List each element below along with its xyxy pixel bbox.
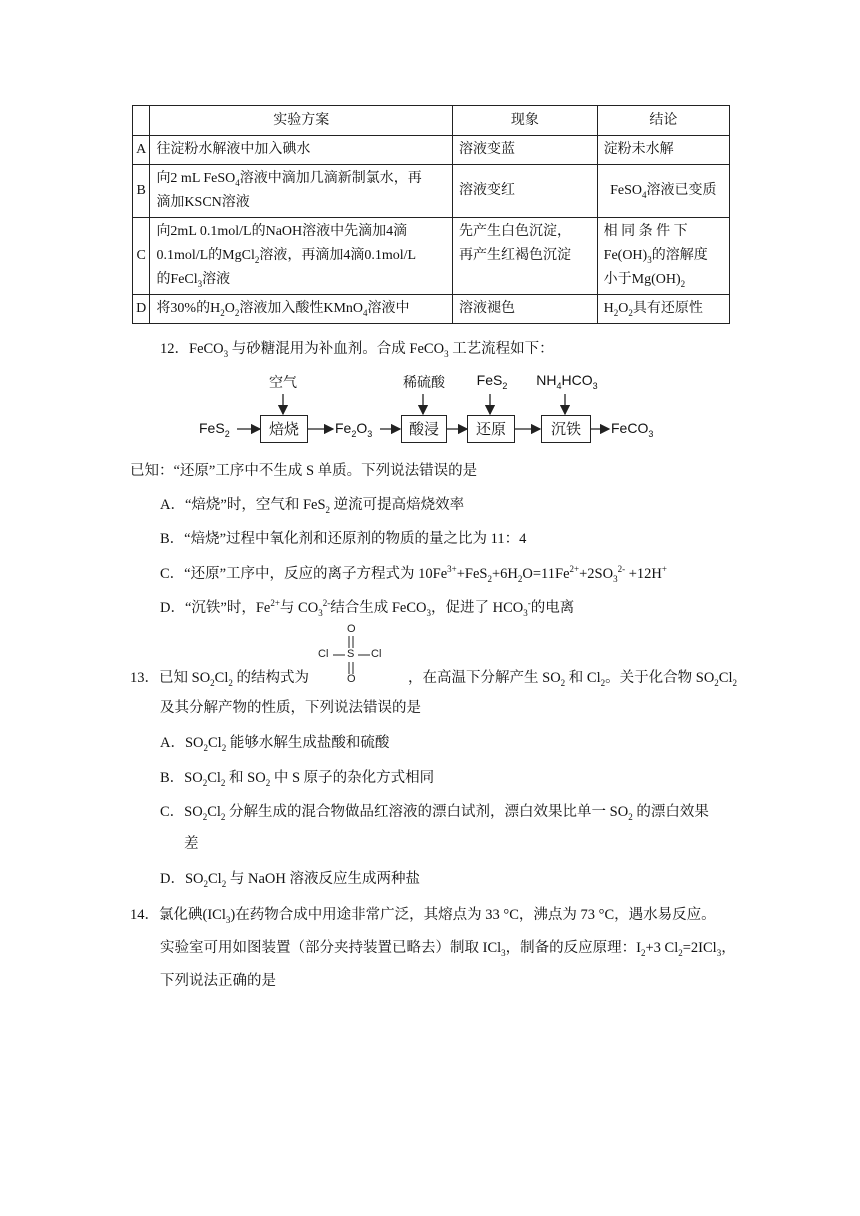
- atom-o-top: O: [347, 623, 356, 635]
- atom-cl-left: Cl: [318, 648, 329, 660]
- q14-line2: 实验室可用如图装置（部分夹持装置已略去）制取 ICl$_3$，制备的反应原理：$I_2+3$ $Cl_2=2ICl_3$，: [160, 940, 736, 958]
- header-empty-cell: [133, 106, 150, 136]
- row-conclusion: FeSO$_4$溶液已变质: [597, 165, 729, 218]
- q12-known: 已知：“还原”工序中不生成 S 单质。下列说法错误的是: [130, 463, 478, 479]
- flow-end-feco3: FeCO$_3$: [611, 420, 654, 439]
- q13-option-a: A．$SO_2Cl_2$ 能够水解生成盐酸和硫酸: [160, 735, 390, 753]
- q13-option-b: B．$SO_2Cl_2$ 和 $SO_2$ 中 S 原子的杂化方式相同: [160, 770, 435, 788]
- step-acid-leach: 酸浸: [401, 415, 447, 443]
- flow-start-fes2: FeS$_2$: [199, 420, 230, 439]
- table-row-c: [133, 218, 730, 295]
- q13-option-c: C．$SO_2Cl_2$ 分解生成的混合物做品红溶液的漂白试剂，漂白效果比单一 $SO_2$ 的漂白效果: [160, 804, 709, 822]
- row-conclusion: 相 同 条 件 下 $Fe(OH)_3$的溶解度 小于$Mg(OH)_2$: [597, 218, 729, 295]
- step-roast: 焙烧: [260, 415, 308, 443]
- reagent-air: 空气: [269, 375, 297, 391]
- reagent-dilute-sulfuric-acid: 稀硫酸: [403, 375, 445, 391]
- q14-line1: 14．氯化碘(ICl$_3$)在药物合成中用途非常广泛，其熔点为 33 °C，沸点为 73 °C，遇水易反应。: [130, 907, 716, 925]
- row-phenomenon: 溶液变蓝: [453, 136, 598, 165]
- header-conclusion: 结论: [597, 106, 729, 136]
- row-conclusion: $H_2O_2$具有还原性: [597, 295, 729, 324]
- q12-option-b: B．“焙烧”过程中氧化剂和还原剂的物质的量之比为 11：4: [160, 531, 527, 547]
- atom-o-bottom: O: [347, 673, 356, 685]
- table-header-row: [133, 106, 730, 136]
- row-plan: 向2 mL FeSO$_4$溶液中滴加几滴新制氯水，再 滴加KSCN溶液: [150, 165, 453, 218]
- header-plan: 实验方案: [150, 106, 453, 136]
- row-label: D: [133, 295, 150, 324]
- q13-option-d: D．$SO_2Cl_2$ 与 NaOH 溶液反应生成两种盐: [160, 871, 420, 889]
- row-phenomenon: 先产生白色沉淀， 再产生红褐色沉淀: [453, 218, 598, 295]
- experiment-table: [132, 105, 730, 324]
- atom-cl-right: Cl: [371, 648, 382, 660]
- row-plan: 往淀粉水解液中加入碘水: [150, 136, 453, 165]
- step-precipitate-iron: 沉铁: [541, 415, 591, 443]
- reagent-nh4hco3: $NH_4HCO_3$: [536, 372, 598, 391]
- q13-stem-line2: 及其分解产物的性质，下列说法错误的是: [160, 700, 421, 716]
- row-phenomenon: 溶液褪色: [453, 295, 598, 324]
- q13-option-c-line2: 差: [184, 836, 199, 852]
- table-row-b: [133, 165, 730, 218]
- q13-stem-part1: 13．已知 $SO_2Cl_2$ 的结构式为: [130, 670, 309, 688]
- reagent-fes2: FeS$_2$: [476, 372, 508, 391]
- q14-line3: 下列说法正确的是: [160, 973, 276, 989]
- atom-s: S: [347, 648, 355, 660]
- table-row-d: [133, 295, 730, 324]
- row-label: C: [133, 218, 150, 295]
- row-phenomenon: 溶液变红: [453, 165, 598, 218]
- q13-stem-part2: ，在高温下分解产生 $SO_2$ 和 $Cl_2$。关于化合物 $SO_2Cl_2$: [408, 670, 737, 688]
- q12-stem: 12．FeCO$_3$ 与砂糖混用为补血剂。合成 FeCO$_3$ 工艺流程如下：: [160, 341, 554, 359]
- flow-fe2o3: $Fe_2O_3$: [335, 420, 373, 439]
- q12-option-c: C．“还原”工序中，反应的离子方程式为 $10Fe^{3+}+FeS_2+6H_2O=11Fe^{2+}+2SO_3^{2-} +12H^+$: [160, 564, 667, 584]
- row-conclusion: 淀粉未水解: [597, 136, 729, 165]
- q12-option-d: D．“沉铁”时，$Fe^{2+}$与 $CO_3^{2-}$结合生成 FeCO$_3$，促进了 $HCO_3^-$的电离: [160, 598, 575, 618]
- step-reduce: 还原: [467, 415, 515, 443]
- row-plan: 将30%的$H_2O_2$溶液加入酸性KMnO$_4$溶液中: [150, 295, 453, 324]
- q12-option-a: A．“焙烧”时，空气和 FeS$_2$ 逆流可提高焙烧效率: [160, 497, 465, 515]
- row-plan: 向2mL 0.1mol/L的NaOH溶液中先滴加4滴 0.1mol/L的MgCl$_2$溶液，再滴加4滴0.1mol/L 的FeCl$_3$溶液: [150, 218, 453, 295]
- process-flow-diagram: [195, 372, 675, 452]
- so2cl2-structure-diagram: [318, 622, 388, 688]
- header-phenomenon: 现象: [453, 106, 598, 136]
- table-row-a: [133, 136, 730, 165]
- row-label: B: [133, 165, 150, 218]
- row-label: A: [133, 136, 150, 165]
